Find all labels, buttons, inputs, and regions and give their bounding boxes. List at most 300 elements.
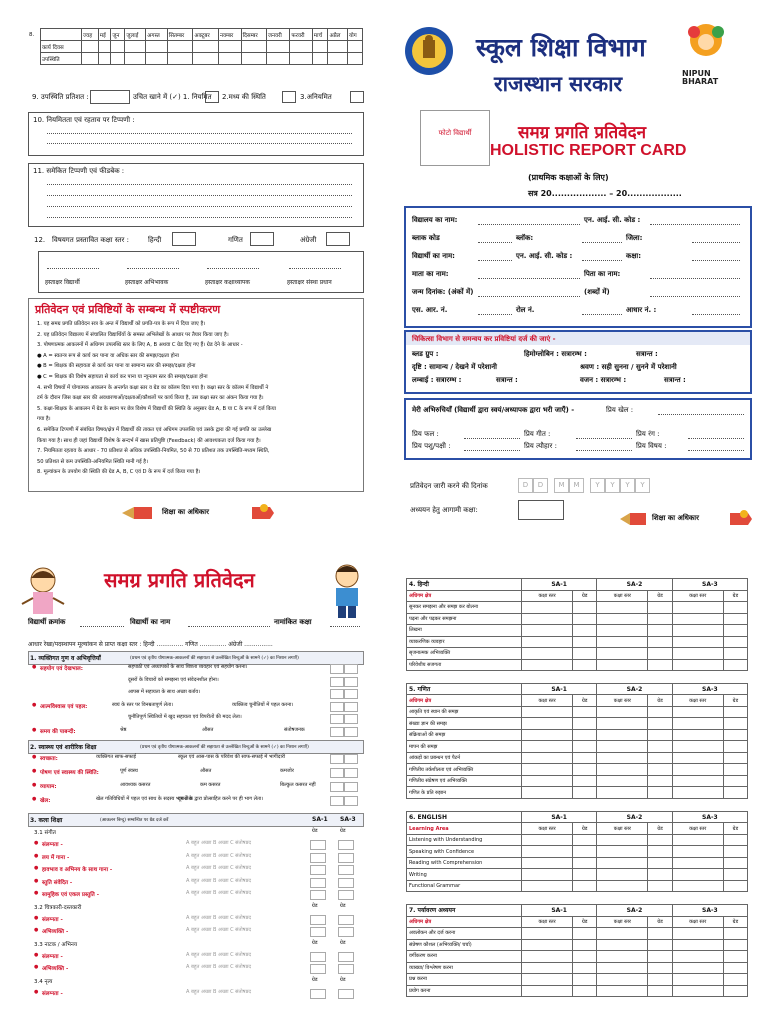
preference-field[interactable] [688, 438, 744, 439]
grade-cell[interactable] [522, 939, 573, 951]
grade-cell[interactable] [573, 928, 597, 940]
sa1-box[interactable] [330, 754, 344, 764]
grade-cell[interactable] [573, 951, 597, 963]
grade-cell[interactable] [648, 752, 672, 764]
attendance-cell[interactable] [290, 53, 313, 65]
grade-cell[interactable] [597, 880, 648, 892]
grade-cell[interactable] [672, 869, 723, 881]
next-class-field[interactable] [518, 500, 564, 520]
grade-cell[interactable] [648, 962, 672, 974]
level-col: कक्षा स्तर [672, 695, 723, 707]
subject-name: 6. ENGLISH [407, 811, 522, 823]
info-field[interactable] [478, 296, 580, 297]
attendance-cell[interactable] [82, 41, 99, 53]
sa1-box[interactable] [310, 989, 326, 999]
grade-cell[interactable] [723, 752, 747, 764]
sa3-box[interactable] [344, 664, 358, 674]
subject-subheader-row [407, 590, 748, 602]
attendance-cell[interactable] [98, 41, 111, 53]
sa3-box[interactable] [338, 853, 354, 863]
grade-cell[interactable] [648, 775, 672, 787]
grade-cell[interactable] [648, 718, 672, 730]
grade-cell[interactable] [597, 939, 648, 951]
grade-cell[interactable] [648, 846, 672, 858]
grade-cell[interactable] [723, 974, 747, 986]
attendance-cell[interactable] [125, 53, 146, 65]
sa1-box[interactable] [330, 689, 344, 699]
sa1-box[interactable] [310, 840, 326, 850]
grade-cell[interactable] [723, 741, 747, 753]
section-2-note: (प्रथम एवं तृतीय योगात्मक-आकलनों की सहायता से उल्लेखित बिन्दुओं के सामने (✓) का निशान लगाएँ) [140, 745, 309, 750]
grade-cell[interactable] [597, 752, 648, 764]
grade-cell[interactable] [597, 741, 648, 753]
grade-cell[interactable] [723, 951, 747, 963]
grade-cell[interactable] [573, 857, 597, 869]
date-digit-box[interactable]: Y [635, 478, 650, 493]
attendance-cell[interactable] [348, 53, 363, 65]
grade-cell[interactable] [648, 951, 672, 963]
grade-cell[interactable] [573, 962, 597, 974]
sa1-box[interactable] [330, 702, 344, 712]
attendance-cell[interactable] [98, 53, 111, 65]
preference-field[interactable] [688, 450, 744, 451]
arts-item: संलग्नता - [42, 842, 63, 848]
regularity-comment-box[interactable] [28, 112, 364, 156]
grade-cell[interactable] [723, 764, 747, 776]
info-field[interactable] [650, 278, 740, 279]
grade-cell[interactable] [672, 625, 723, 637]
grade-cell[interactable] [672, 775, 723, 787]
sa3-box[interactable] [338, 890, 354, 900]
grade-cell[interactable] [648, 648, 672, 660]
grade-cell[interactable] [597, 764, 648, 776]
grade-cell[interactable] [597, 834, 648, 846]
grade-cell[interactable] [648, 602, 672, 614]
grade-cell[interactable] [522, 659, 573, 671]
grade-cell[interactable] [573, 741, 597, 753]
date-digit-box[interactable]: Y [605, 478, 620, 493]
sa1-box[interactable] [310, 878, 326, 888]
info-label: एन. आई. सी. कोड : [584, 216, 641, 224]
grade-cell[interactable] [648, 613, 672, 625]
grade-cell[interactable] [672, 602, 723, 614]
grade-cell[interactable] [522, 880, 573, 892]
attendance-cell[interactable] [111, 53, 125, 65]
grade-cell[interactable] [522, 962, 573, 974]
sa3-box[interactable] [344, 796, 358, 806]
grade-cell[interactable] [648, 636, 672, 648]
info-field[interactable] [478, 278, 580, 279]
grade-cell[interactable] [672, 706, 723, 718]
row-bullet: ● [34, 951, 39, 958]
grade-cell[interactable] [672, 928, 723, 940]
sa1-box[interactable] [330, 677, 344, 687]
info-label: ब्लाक कोड [412, 234, 440, 242]
info-field[interactable] [582, 242, 622, 243]
grade-cell[interactable] [672, 659, 723, 671]
sa1-box[interactable] [330, 727, 344, 737]
sa3-box[interactable] [344, 677, 358, 687]
grade-cell[interactable] [723, 787, 747, 799]
grade-cell[interactable] [573, 775, 597, 787]
sa3-box[interactable] [338, 915, 354, 925]
grade-cell[interactable] [573, 846, 597, 858]
preference-label: प्रिय पशु/पक्षी : [412, 442, 451, 450]
grade-cell[interactable] [723, 846, 747, 858]
sa3-box[interactable] [338, 865, 354, 875]
section-3-title: 3. कला शिक्षा [30, 817, 63, 824]
grade-cell[interactable] [522, 974, 573, 986]
grade-cell[interactable] [723, 602, 747, 614]
grade-cell[interactable] [723, 729, 747, 741]
grade-cell[interactable] [573, 729, 597, 741]
sa-header: SA-2 [597, 905, 672, 917]
sa3-box[interactable] [338, 989, 354, 999]
grade-cell[interactable] [597, 718, 648, 730]
grade-header: ग्रेड [340, 902, 346, 909]
sign-student: हस्ताक्षर विद्यार्थी [45, 279, 80, 286]
date-digit-box[interactable]: D [518, 478, 533, 493]
sa1-box[interactable] [310, 890, 326, 900]
grade-cell[interactable] [597, 706, 648, 718]
row-bullet: ● [32, 782, 37, 788]
sa1-box[interactable] [330, 796, 344, 806]
sa3-box[interactable] [344, 702, 358, 712]
sa3-box[interactable] [338, 878, 354, 888]
grade-cell[interactable] [723, 648, 747, 660]
grade-cell[interactable] [723, 625, 747, 637]
attendance-cell[interactable] [241, 53, 266, 65]
info-field[interactable] [582, 314, 622, 315]
grade-cell[interactable] [672, 764, 723, 776]
grade-cell[interactable] [573, 974, 597, 986]
attendance-cell[interactable] [241, 41, 266, 53]
grade-cell[interactable] [648, 985, 672, 997]
grade-cell[interactable] [723, 939, 747, 951]
date-digit-box[interactable]: M [554, 478, 569, 493]
info-field[interactable] [692, 260, 740, 261]
grade-cell[interactable] [648, 834, 672, 846]
grade-cell[interactable] [672, 880, 723, 892]
info-field[interactable] [478, 314, 512, 315]
grade-cell[interactable] [573, 602, 597, 614]
grade-cell[interactable] [723, 928, 747, 940]
attendance-percent-field[interactable] [90, 90, 130, 104]
attendance-cell[interactable] [348, 41, 363, 53]
sa3-box[interactable] [344, 782, 358, 792]
grade-cell[interactable] [573, 764, 597, 776]
grade-cell[interactable] [573, 787, 597, 799]
grade-cell[interactable] [723, 962, 747, 974]
grade-cell[interactable] [573, 869, 597, 881]
sa3-box[interactable] [344, 727, 358, 737]
grade-cell[interactable] [648, 880, 672, 892]
attendance-cell[interactable] [193, 41, 219, 53]
info-field[interactable] [650, 224, 740, 225]
grade-cell[interactable] [522, 636, 573, 648]
grade-cell[interactable] [723, 985, 747, 997]
grade-cell[interactable] [597, 775, 648, 787]
info-field[interactable] [692, 242, 740, 243]
grade-cell[interactable] [723, 613, 747, 625]
sa-header: SA-3 [672, 811, 747, 823]
date-digit-box[interactable]: Y [620, 478, 635, 493]
grade-cell[interactable] [597, 729, 648, 741]
grade-cell[interactable] [522, 928, 573, 940]
grade-cell[interactable] [597, 985, 648, 997]
attendance-cell[interactable] [146, 41, 168, 53]
grade-cell[interactable] [648, 928, 672, 940]
grade-cell[interactable] [573, 659, 597, 671]
grade-cell[interactable] [522, 834, 573, 846]
date-digit-box[interactable]: Y [590, 478, 605, 493]
learning-area-name: मापन की समझ [407, 741, 522, 753]
sa1-box[interactable] [330, 664, 344, 674]
attendance-cell[interactable] [266, 41, 289, 53]
attendance-cell[interactable] [290, 41, 313, 53]
attendance-cell[interactable] [125, 41, 146, 53]
grade-cell[interactable] [672, 985, 723, 997]
grade-cell[interactable] [522, 752, 573, 764]
grade-cell[interactable] [672, 787, 723, 799]
grade-cell[interactable] [672, 648, 723, 660]
info-field[interactable] [582, 260, 622, 261]
sa3-box[interactable] [344, 714, 358, 724]
preference-field[interactable] [576, 438, 632, 439]
attendance-cell[interactable] [328, 53, 348, 65]
irregular-checkbox[interactable] [350, 91, 364, 103]
sa1-box[interactable] [310, 853, 326, 863]
grade-cell[interactable] [597, 869, 648, 881]
grade-cell[interactable] [723, 706, 747, 718]
grade-cell[interactable] [522, 613, 573, 625]
preference-label: प्रिय खेल : [606, 406, 634, 414]
explanation-item: 1. यह समग्र प्रगति प्रतिवेदन सत्र के अन्त में विद्यार्थी को प्रगति-पत्र के रूप में दिया जाए है। [37, 321, 206, 327]
grade-cell[interactable] [522, 985, 573, 997]
grade-cell[interactable] [522, 857, 573, 869]
preference-field[interactable] [658, 414, 744, 415]
grade-cell[interactable] [573, 648, 597, 660]
sa3-box[interactable] [338, 840, 354, 850]
grade-cell[interactable] [723, 869, 747, 881]
grade-cell[interactable] [648, 729, 672, 741]
attendance-cell[interactable] [312, 41, 328, 53]
grade-cell[interactable] [522, 602, 573, 614]
grade-cell[interactable] [672, 846, 723, 858]
attendance-cell[interactable] [82, 53, 99, 65]
grade-cell[interactable] [597, 659, 648, 671]
learning-area-row [407, 962, 748, 974]
sa1-box[interactable] [310, 952, 326, 962]
grade-cell[interactable] [648, 764, 672, 776]
regular-checkbox[interactable] [205, 91, 219, 103]
row-bullet: ● [32, 701, 37, 708]
learning-area-row [407, 648, 748, 660]
attendance-cell[interactable] [312, 53, 328, 65]
grade-cell[interactable] [522, 625, 573, 637]
photo-box[interactable] [420, 110, 490, 166]
info-field[interactable] [478, 242, 512, 243]
grade-cell[interactable] [597, 625, 648, 637]
grade-cell[interactable] [672, 636, 723, 648]
grade-cell[interactable] [672, 939, 723, 951]
sa1-box[interactable] [310, 865, 326, 875]
learning-area-row [407, 857, 748, 869]
grade-cell[interactable] [522, 741, 573, 753]
sa3-box[interactable] [344, 768, 358, 778]
grade-cell[interactable] [522, 869, 573, 881]
preference-field[interactable] [464, 438, 520, 439]
grade-cell[interactable] [672, 974, 723, 986]
grade-cell[interactable] [597, 613, 648, 625]
date-digit-box[interactable]: D [533, 478, 548, 493]
grade-cell[interactable] [672, 951, 723, 963]
grade-cell[interactable] [723, 659, 747, 671]
attendance-cell[interactable] [266, 53, 289, 65]
grade-cell[interactable] [573, 636, 597, 648]
attendance-cell[interactable] [218, 53, 241, 65]
grade-cell[interactable] [648, 625, 672, 637]
grade-cell[interactable] [648, 706, 672, 718]
sa1-box[interactable] [310, 964, 326, 974]
grade-cell[interactable] [672, 962, 723, 974]
preference-field[interactable] [464, 450, 520, 451]
attendance-cell[interactable] [328, 41, 348, 53]
grade-cell[interactable] [672, 718, 723, 730]
attendance-cell[interactable] [193, 53, 219, 65]
grade-options: A बहुत अच्छा B अच्छा C संतोषप्रद [186, 951, 252, 958]
grade-cell[interactable] [672, 613, 723, 625]
learning-area-row [407, 775, 748, 787]
grade-cell[interactable] [648, 869, 672, 881]
month-header: अगस्त [146, 29, 168, 41]
grade-cell[interactable] [573, 880, 597, 892]
grade-cell[interactable] [723, 718, 747, 730]
grade-cell[interactable] [522, 846, 573, 858]
grade-cell[interactable] [573, 939, 597, 951]
grade-cell[interactable] [522, 718, 573, 730]
explanation-item: 5. कक्षा-शिक्षक के आकलन में ग्रेड के स्थान पर छेत्र विशेष में विद्यार्थी की स्थिति के अनुसार ग्रेड A, B या C के रूप में दर्ज किया [37, 405, 276, 412]
grade-cell[interactable] [573, 718, 597, 730]
grade-cell[interactable] [648, 974, 672, 986]
grade-cell[interactable] [573, 625, 597, 637]
grade-cell[interactable] [597, 846, 648, 858]
middle-checkbox[interactable] [282, 91, 296, 103]
grade-cell[interactable] [672, 752, 723, 764]
baseline-label: आधार रेखा/पदस्थापन मूल्यांकन से प्राप्त कक्षा स्तर : हिन्दी .............. गणित .............. अंग्रेजी ............... [28, 641, 273, 648]
sign-parent: हस्ताक्षर अभिभावक [125, 279, 169, 286]
sa3-box[interactable] [344, 754, 358, 764]
sa-header: SA-1 [522, 579, 597, 591]
grade-cell[interactable] [723, 857, 747, 869]
info-field[interactable] [692, 314, 740, 315]
learning-area-label: Learning Area [407, 823, 522, 835]
grade-cell[interactable] [648, 659, 672, 671]
attendance-cell[interactable] [111, 41, 125, 53]
grade-cell[interactable] [672, 834, 723, 846]
grade-cell[interactable] [648, 741, 672, 753]
attendance-cell[interactable] [167, 53, 193, 65]
grade-cell[interactable] [648, 939, 672, 951]
grade-cell[interactable] [573, 613, 597, 625]
grade-cell[interactable] [522, 648, 573, 660]
attendance-row-header [41, 29, 82, 41]
math-level-field[interactable] [250, 232, 274, 246]
grade-cell[interactable] [597, 857, 648, 869]
hindi-level-field[interactable] [172, 232, 196, 246]
grade-cell[interactable] [672, 857, 723, 869]
grade-cell[interactable] [573, 706, 597, 718]
grade-cell[interactable] [597, 787, 648, 799]
grade-cell[interactable] [597, 602, 648, 614]
grade-cell[interactable] [597, 951, 648, 963]
grade-cell[interactable] [573, 752, 597, 764]
grade-cell[interactable] [672, 729, 723, 741]
sa3-box[interactable] [344, 689, 358, 699]
sa3-box[interactable] [338, 927, 354, 937]
preference-field[interactable] [576, 450, 632, 451]
grade-cell[interactable] [648, 857, 672, 869]
info-field[interactable] [478, 260, 512, 261]
grade-cell[interactable] [522, 951, 573, 963]
learning-area-name: संख्या ज्ञान की समझ [407, 718, 522, 730]
date-digit-box[interactable]: M [569, 478, 584, 493]
grade-cell[interactable] [522, 787, 573, 799]
grade-cell[interactable] [597, 974, 648, 986]
grade-cell[interactable] [573, 834, 597, 846]
feedback-comment-box[interactable] [28, 163, 364, 227]
attendance-cell[interactable] [167, 41, 193, 53]
info-field[interactable] [650, 296, 740, 297]
sa1-box[interactable] [330, 768, 344, 778]
sa1-box[interactable] [310, 915, 326, 925]
sa1-box[interactable] [310, 927, 326, 937]
learning-area-row [407, 846, 748, 858]
grade-cell[interactable] [522, 729, 573, 741]
grade-cell[interactable] [597, 962, 648, 974]
sa3-box[interactable] [338, 964, 354, 974]
grade-cell[interactable] [723, 880, 747, 892]
rte-banner-2 [620, 508, 760, 530]
grade-cell[interactable] [522, 764, 573, 776]
sa1-box[interactable] [330, 714, 344, 724]
grade-cell[interactable] [597, 928, 648, 940]
grade-cell[interactable] [723, 636, 747, 648]
grade-cell[interactable] [597, 648, 648, 660]
grade-cell[interactable] [648, 787, 672, 799]
middle-option-label: 2.मध्य की स्थिति [222, 93, 266, 101]
level-col: कक्षा स्तर [597, 695, 648, 707]
grade-cell[interactable] [522, 706, 573, 718]
grade-cell[interactable] [573, 985, 597, 997]
grade-options: A बहुत अच्छा B अच्छा C संतोषप्रद [186, 852, 252, 859]
subject-header-row [407, 579, 748, 591]
attendance-percent-label: 9. उपस्थिति प्रतिशत : [32, 93, 89, 101]
grade-cell[interactable] [723, 834, 747, 846]
attendance-cell[interactable] [218, 41, 241, 53]
sa-header: SA-3 [672, 905, 747, 917]
grade-cell[interactable] [522, 775, 573, 787]
grade-cell[interactable] [723, 775, 747, 787]
info-field[interactable] [478, 224, 580, 225]
grade-cell[interactable] [672, 741, 723, 753]
grade-cell[interactable] [597, 636, 648, 648]
attendance-cell[interactable] [146, 53, 168, 65]
english-level-field[interactable] [326, 232, 350, 246]
sa3-box[interactable] [338, 952, 354, 962]
month-header: मई [98, 29, 111, 41]
sa1-box[interactable] [330, 782, 344, 792]
